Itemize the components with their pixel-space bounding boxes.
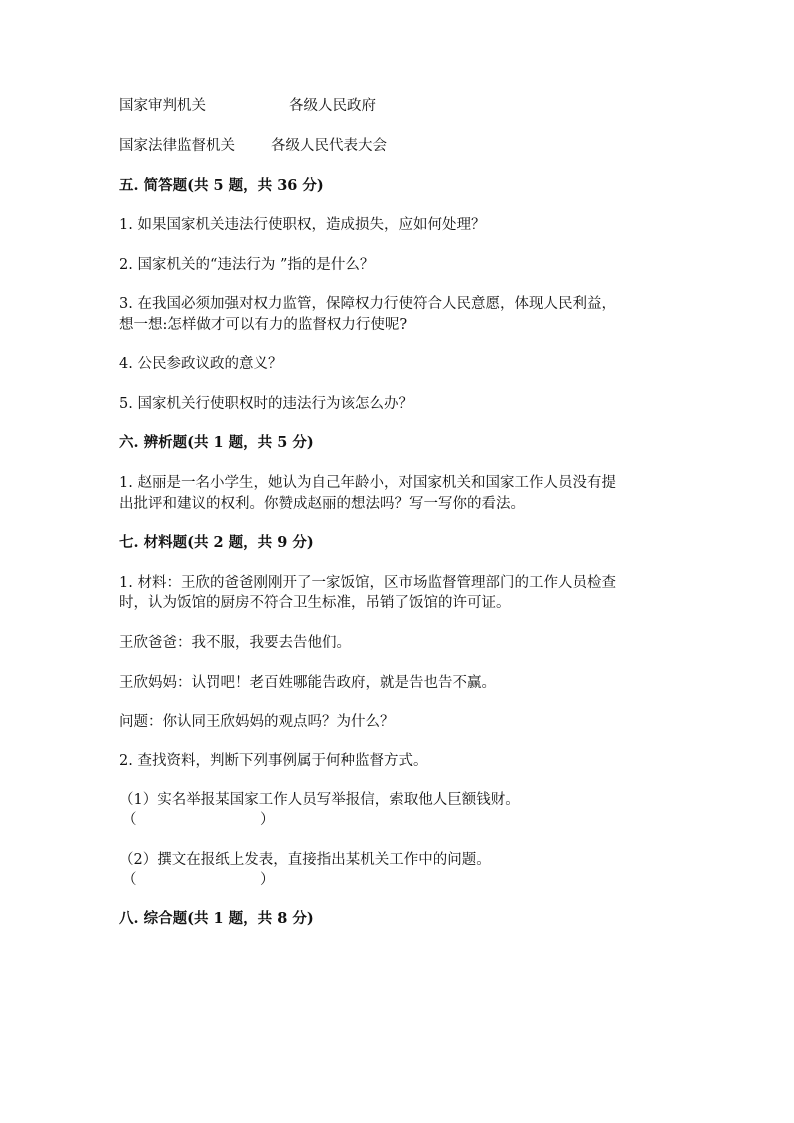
section-6-question-1-line-2: 出批评和建议的权利。你赞成赵丽的想法吗？写一写你的看法。	[119, 496, 525, 512]
section-7-item-2: （2）撰文在报纸上发表，直接指出某机关工作中的问题。	[119, 852, 491, 868]
section-7-title: 七. 材料题(共 2 题，共 9 分)	[119, 534, 314, 551]
section-7-material-line-2: 时，认为饭馆的厨房不符合卫生标准，吊销了饭馆的许可证。	[119, 595, 511, 611]
section-5-question-1: 1. 如果国家机关违法行使职权，造成损失，应如何处理？	[119, 217, 486, 233]
section-5-question-2: 2. 国家机关的“违法行为 ”指的是什么？	[119, 257, 375, 273]
option-row-1	[119, 96, 376, 116]
section-7-material-line-1: 1. 材料：王欣的爸爸刚刚开了一家饭馆，区市场监督管理部门的工作人员检查	[119, 575, 616, 591]
section-5-title: 五. 简答题(共 5 题，共 36 分)	[119, 177, 324, 194]
option-legal-supervision-organ: 国家法律监督机关	[119, 138, 235, 154]
paren-close: ）	[260, 812, 275, 828]
paren-open: （	[122, 812, 137, 828]
section-7-dad-quote: 王欣爸爸：我不服，我要去告他们。	[119, 635, 351, 651]
section-7-question-2: 2. 查找资料，判断下列事例属于何种监督方式。	[119, 753, 428, 769]
section-5-question-4: 4. 公民参政议政的意义？	[119, 356, 283, 372]
section-7-question: 问题：你认同王欣妈妈的观点吗？为什么？	[119, 714, 395, 730]
section-8-title: 八. 综合题(共 1 题，共 8 分)	[119, 910, 314, 927]
section-5-question-3-line-1: 3. 在我国必须加强对权力监管，保障权力行使符合人民意愿，体现人民利益，	[119, 296, 616, 312]
answer-blank-1	[122, 810, 275, 830]
option-national-judicial-organ: 国家审判机关	[119, 98, 206, 114]
section-6-question-1-line-1: 1. 赵丽是一名小学生，她认为自己年龄小，对国家机关和国家工作人员没有提	[119, 475, 616, 491]
paren-close: ）	[260, 872, 275, 888]
answer-blank-2	[122, 870, 275, 890]
section-5-question-3-line-2: 想一想:怎样做才可以有力的监督权力行使呢?	[119, 317, 408, 333]
paren-open: （	[122, 872, 137, 888]
option-people-government: 各级人民政府	[289, 98, 376, 114]
section-7-item-1: （1）实名举报某国家工作人员写举报信，索取他人巨额钱财。	[119, 792, 520, 808]
option-people-congress: 各级人民代表大会	[271, 138, 387, 154]
section-7-mom-quote: 王欣妈妈：认罚吧！老百姓哪能告政府，就是告也告不赢。	[119, 675, 496, 691]
section-5-question-5: 5. 国家机关行使职权时的违法行为该怎么办？	[119, 396, 413, 412]
section-6-title: 六. 辨析题(共 1 题，共 5 分)	[119, 434, 314, 451]
option-row-2	[119, 136, 387, 156]
